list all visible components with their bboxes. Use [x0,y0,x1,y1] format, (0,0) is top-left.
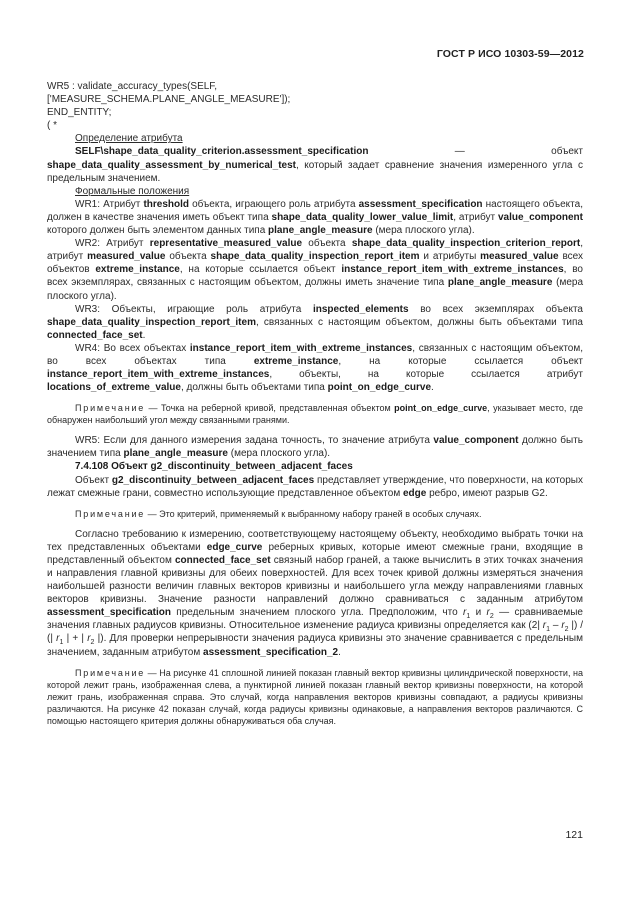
code-line: ['MEASURE_SCHEMA.PLANE_ANGLE_MEASURE']); [47,94,291,106]
note-3: Примечание — На рисунке 41 сплошной линией показан главный вектор кривизны цилиндрической поверхности, на которой лежит грань, изображенная слева, а пунктирной линией показан главный вектор кривизны поверхности, на которой лежит грань, изображенная справа. Это случай, когда направления векторов кривизны совпадают, а радиусы кривизны различаются. На рисунке 42 показан случай, когда радиусы кривизны одинаковые, а направления векторов различаются. С помощью настоящего критерия должны обнаруживаться оба случая. [47,667,583,726]
code-line: WR5 : validate_accuracy_types(SELF, [47,81,218,92]
standard-header: ГОСТ Р ИСО 10303-59—2012 [436,48,584,60]
code-line: END_ENTITY; [47,107,112,119]
rule-wr4: WR4: Во всех объектах instance_report_item_with_extreme_instances, связанных с настоящим объектом, во всех объектах типа extreme_instance, на которые ссылается объект instance_report_item_with_extreme_instances, объекты, на которые ссылается атрибут locations_of_extreme_value, должны быть объектами типа point_on_edge_curve. [47,342,584,394]
spacer [47,394,583,402]
rule-wr5: WR5: Если для данного измерения задана точность, то значение атрибута value_component должно быть значением типа plane_angle_measure (мера плоского угла). [47,435,583,460]
rule-wr2: WR2: Атрибут representative_measured_value объекта shape_data_quality_inspection_criterion_report, атрибут measured_value объекта shape_data_quality_inspection_report_item и атрибуты measured_value всех объектов extreme_instance, на которые ссылается объект instance_report_item_with_extreme_instances, во всех экземплярах, связанных с настоящим объектом, должны иметь значение типа plane_angle_measure (мера плоского угла). [47,238,584,302]
section-heading: 7.4.108 Объект g2_discontinuity_between_adjacent_faces [75,461,353,473]
code-line: ( * [47,120,57,132]
rule-wr1: WR1: Атрибут threshold объекта, играющего роль атрибута assessment_specification настоящего объекта, должен в качестве значения иметь объект типа shape_data_quality_lower_value_limit, атрибут value_component которого должен быть элементом данных типа plane_angle_measure (мера плоского угла). [47,198,583,237]
attribute-definition-heading: Определение атрибута [75,133,183,145]
note-1: Примечание — Точка на реберной кривой, представленная объектом point_on_edge_curve, указывает место, где обнаружен наибольший угол между связанными гранями. [47,403,583,426]
attribute-definition-text: SELF\shape_data_quality_criterion.assessment_specification — объект shape_data_quality_assessment_by_numerical_test, который задает сравнение значения измеренного угла с предельным значением. [47,146,583,184]
page-content [47,80,583,727]
spacer [47,426,583,434]
note-2: Примечание — Это критерий, применяемый к выбранному набору граней в особых случаях. [75,508,482,519]
formal-propositions-heading: Формальные положения [75,185,190,197]
spacer [47,520,583,528]
section-paragraph-2: Согласно требованию к измерению, соответствующему настоящему объекту, необходимо выбрать точки на тех представленных объектами edge_curve реберных кривых, которые имеют смежные грани, входящие в представленный объектом connected_face_set связный набор граней, а также вычислить в этих точках значения и направления главной кривизны для обеих поверхностей. Для всех точек кривой должны измеряться значения наибольшей разности величин главных векторов кривизны и наибольшего угла между направлениями главных векторов кривизны. Значение разности направлений должно сравниваться с заданным атрибутом assessment_specification предельным значением плоского угла. Предположим, что $r_1$ и $r_2$ — сравниваемые значения главных радиусов кривизны. Относительное изменение радиуса кривизны определяется как (2| $r_1 - r_2$ |) / (| $r_1$ | + | $r_2$ |). Для проверки непрерывности значения радиуса кривизны это значение сравнивается с предельным значением, заданным атрибутом assessment_specification_2. [47,528,584,658]
rule-wr3: WR3: Объекты, играющие роль атрибута inspected_elements во всех экземплярах объекта shape_data_quality_inspection_report_item, связанных с настоящим объектом, должны быть объектами типа connected_face_set. [47,303,583,341]
page-number: 121 [565,829,583,841]
section-paragraph-1: Объект g2_discontinuity_between_adjacent_faces представляет утверждение, что поверхности, на которых лежат смежные грани, совместно использующие представленное объектом edge ребро, имеют разрыв G2. [47,474,583,499]
spacer [47,659,583,667]
spacer [47,500,583,508]
